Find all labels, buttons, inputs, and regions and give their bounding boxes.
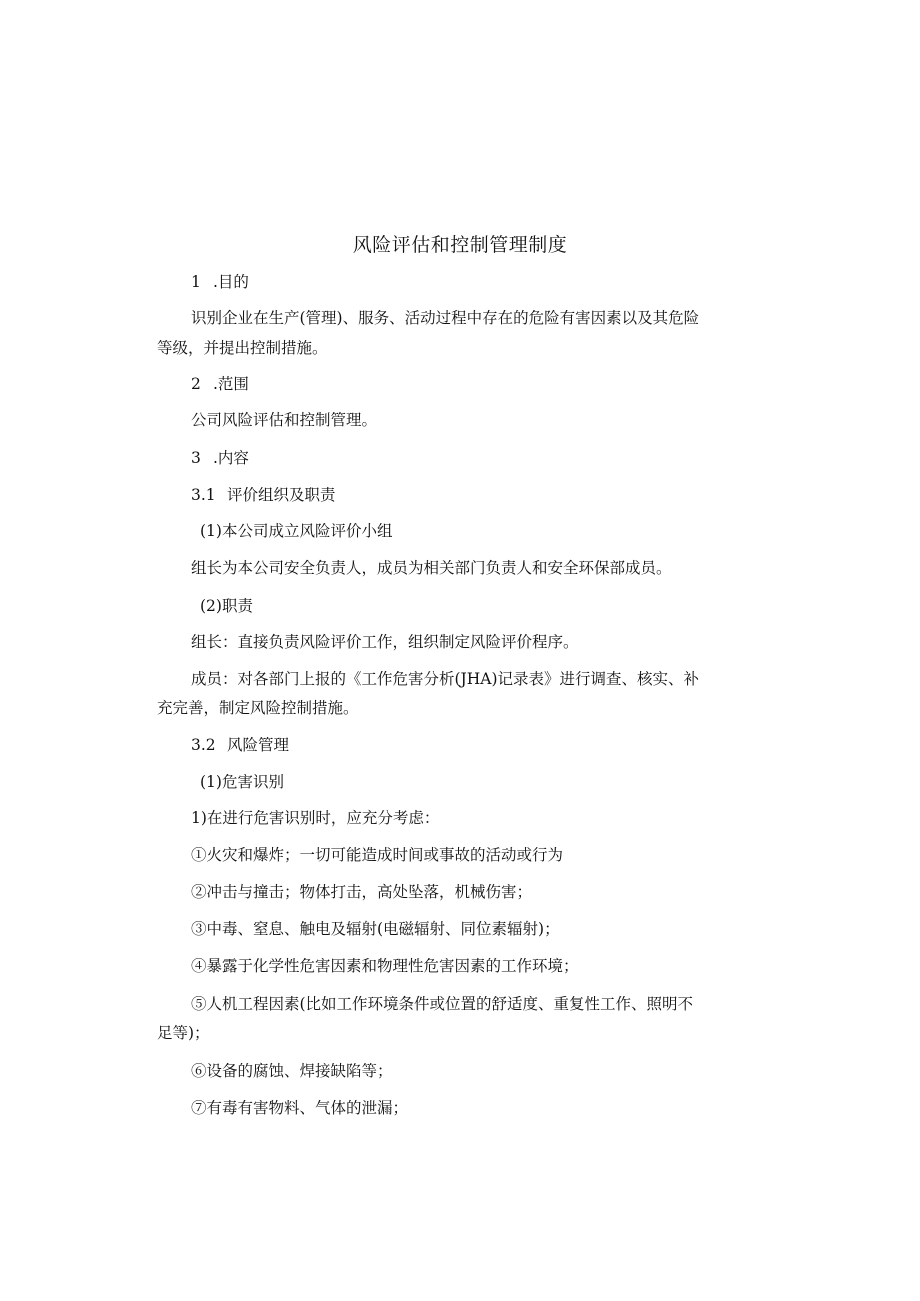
section-3-1-number: 3.1 [191,486,216,504]
item-form-group: (1)本公司成立风险评价小组 [200,522,393,540]
member-duties-line-2: 充完善，制定风险控制措施。 [157,699,359,717]
consideration-6: ⑥设备的腐蚀、焊接缺陷等； [191,1062,393,1080]
hazard-considerations-intro: 1)在进行危害识别时，应充分考虑： [191,809,440,827]
section-2-heading [191,374,249,394]
consideration-2: ②冲击与撞击；物体打击，高处坠落，机械伤害； [191,883,533,901]
item-duties: (2)职责 [200,597,253,615]
section-3-1-title: 评价组织及职责 [227,486,336,504]
section-3-2-number: 3.2 [191,736,216,754]
section-1-title: .目的 [213,273,249,291]
purpose-line-1: 识别企业在生产(管理)、服务、活动过程中存在的危险有害因素以及其危险 [191,309,700,327]
consideration-3: ③中毒、窒息、触电及辐射(电磁辐射、同位素辐射)； [191,920,560,938]
purpose-line-2: 等级，并提出控制措施。 [157,339,328,357]
group-composition: 组长为本公司安全负责人，成员为相关部门负责人和安全环保部成员。 [191,559,672,577]
section-1-number: 1 [191,273,201,291]
leader-duties: 组长：直接负责风险评价工作，组织制定风险评价程序。 [191,633,579,651]
consideration-5-line-1: ⑤人机工程因素(比如工作环境条件或位置的舒适度、重复性工作、照明不 [191,995,694,1013]
consideration-7: ⑦有毒有害物料、气体的泄漏； [191,1099,409,1117]
section-3-2-title: 风险管理 [227,736,290,754]
section-3-2-heading [191,735,289,755]
consideration-4: ④暴露于化学性危害因素和物理性危害因素的工作环境； [191,957,579,975]
section-2-number: 2 [191,375,201,393]
document-title: 风险评估和控制管理制度 [352,234,568,256]
section-3-heading [191,448,249,468]
section-1-heading [191,272,249,292]
section-2-title: .范围 [213,375,249,393]
section-3-number: 3 [191,449,201,467]
consideration-5-line-2: 足等)； [157,1024,210,1042]
section-3-1-heading [191,485,336,505]
section-3-title: .内容 [213,449,249,467]
consideration-1: ①火灾和爆炸；一切可能造成时间或事故的活动或行为 [191,846,564,864]
item-hazard-identification: (1)危害识别 [200,773,284,791]
member-duties-line-1: 成员：对各部门上报的《工作危害分析(JHA)记录表》进行调查、核实、补 [191,670,700,688]
scope-text: 公司风险评估和控制管理。 [191,411,378,429]
